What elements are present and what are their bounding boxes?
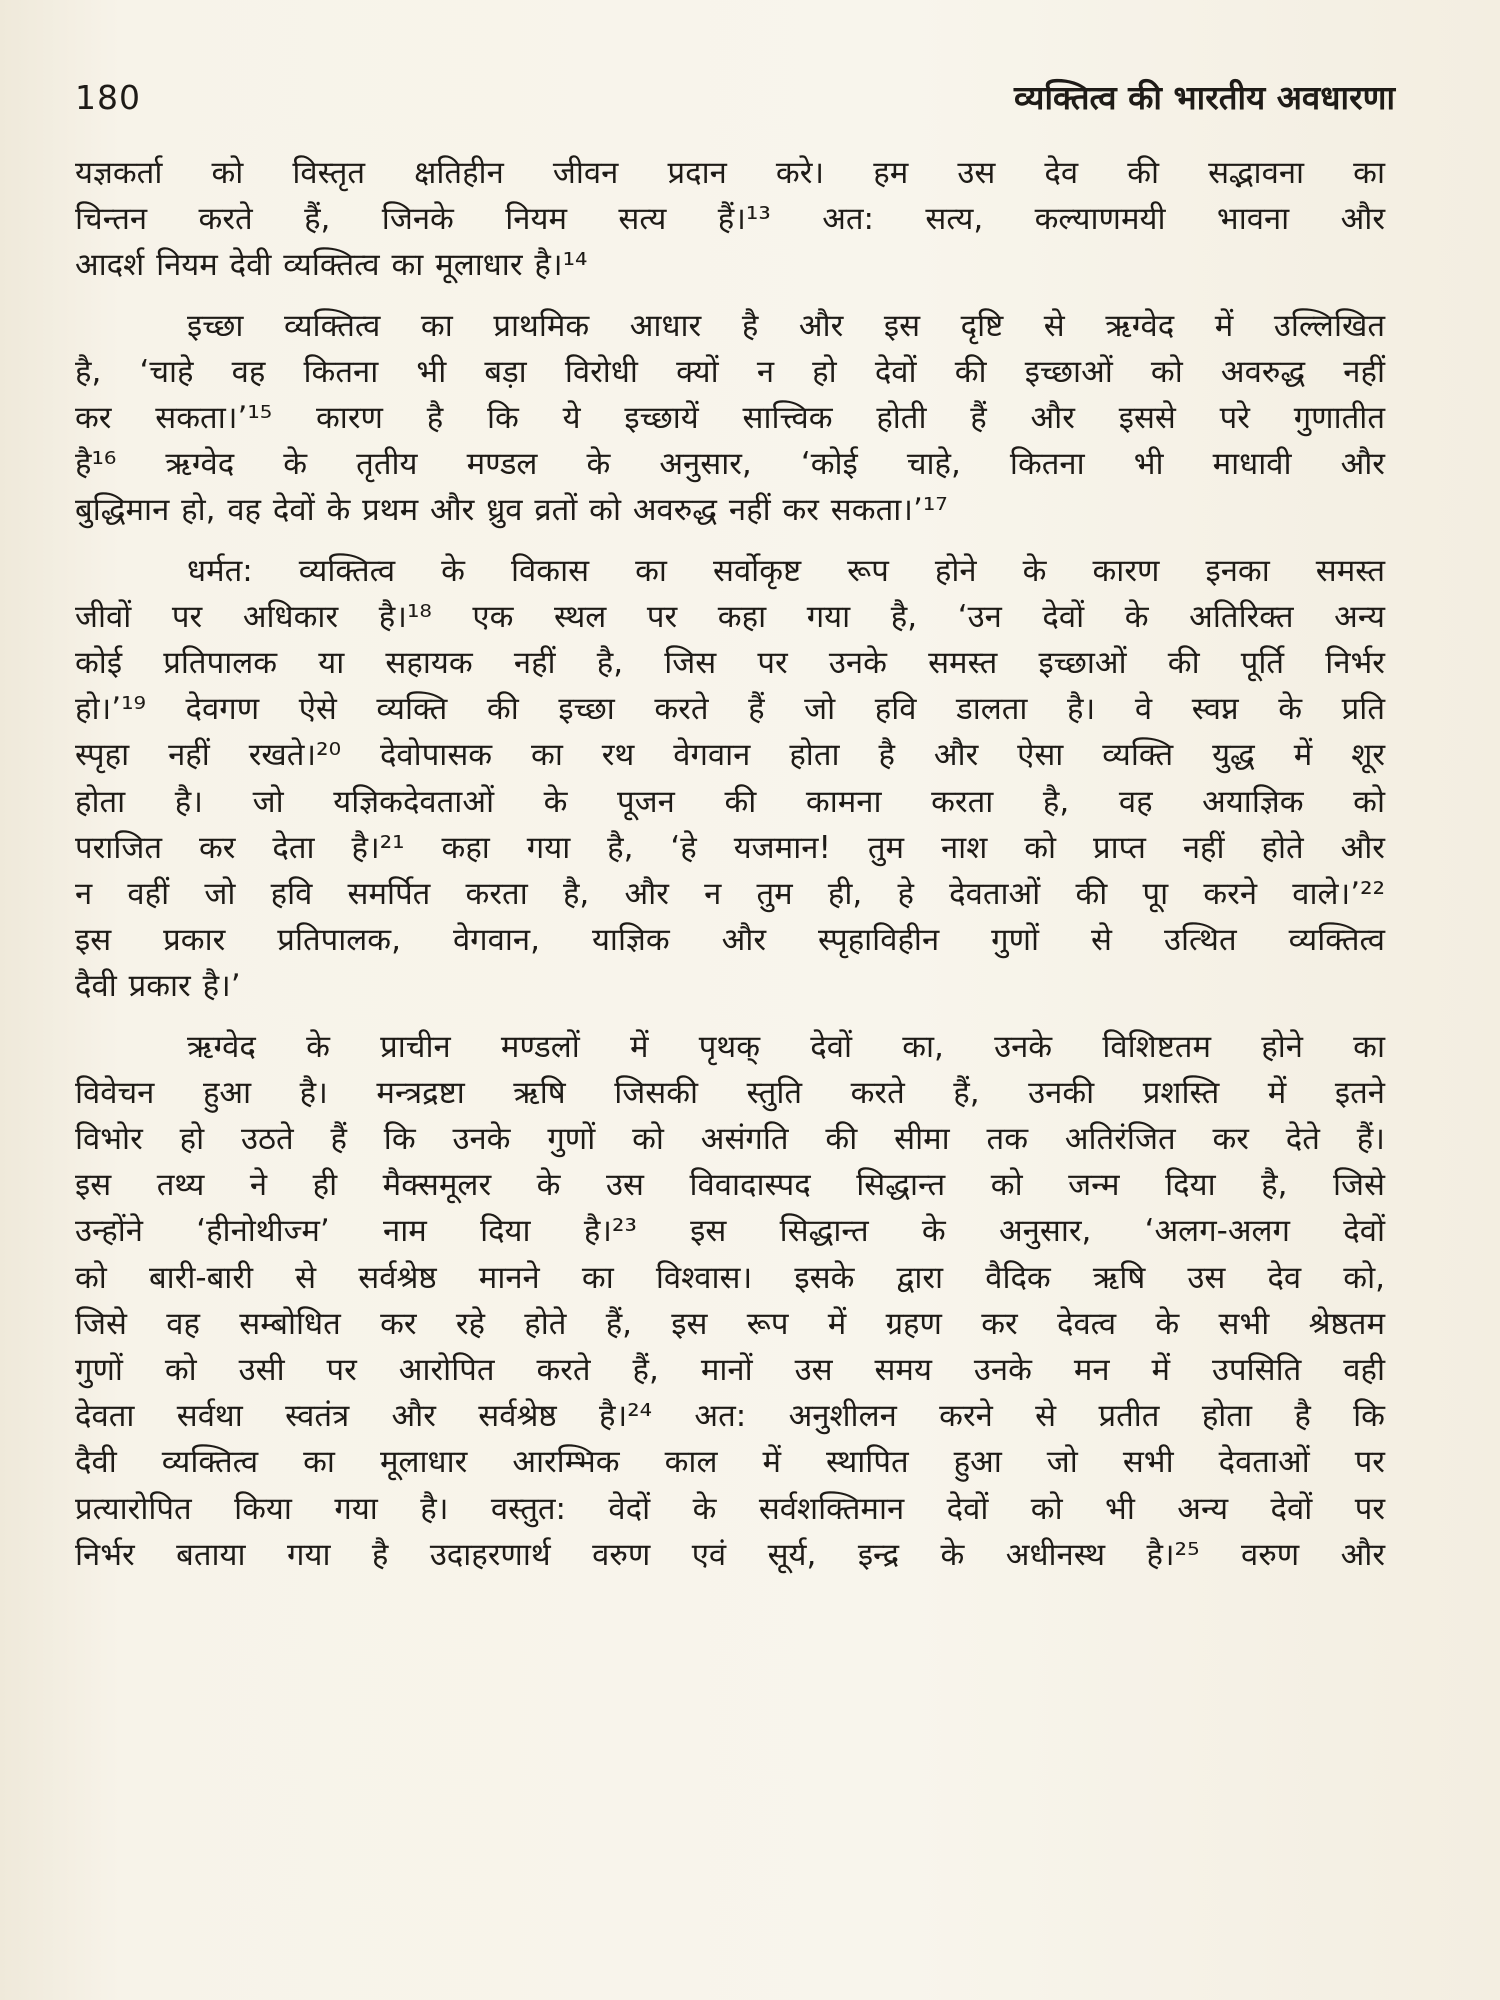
text-line: विभोर हो उठते हैं कि उनके गुणों को असंगति की सीमा तक अतिरंजित कर देते हैं। <box>75 1121 1385 1158</box>
text-line: दैवी प्रकार है।’ <box>75 968 241 1005</box>
text-line: है, ‘चाहे वह कितना भी बड़ा विरोधी क्यों न हो देवों की इच्छाओं को अवरुद्ध नहीं <box>75 353 1385 390</box>
text-line: इस तथ्य ने ही मैक्समूलर के उस विवादास्पद सिद्धान्त को जन्म दिया है, जिसे <box>75 1167 1385 1204</box>
text-line: इस प्रकार प्रतिपालक, वेगवान, याज्ञिक और स्पृहाविहीन गुणों से उत्थित व्यक्तित्व <box>75 922 1385 959</box>
text-line: यज्ञकर्ता को विस्तृत क्षतिहीन जीवन प्रदान करे। हम उस देव की सद्भावना का <box>75 155 1385 191</box>
text-line: हो।’¹⁹ देवगण ऐसे व्यक्ति की इच्छा करते हैं जो हवि डालता है। वे स्वप्न के प्रति <box>75 691 1385 728</box>
text-line: को बारी-बारी से सर्वश्रेष्ठ मानने का विश्वास। इसके द्वारा वैदिक ऋषि उस देव को, <box>75 1259 1385 1296</box>
paragraph-1 <box>75 150 1385 289</box>
text-line: आदर्श नियम देवी व्यक्तित्व का मूलाधार है।¹⁴ <box>75 247 588 284</box>
body-text <box>75 150 1385 1592</box>
page-number: 180 <box>75 78 141 117</box>
text-line: धर्मत: व्यक्तित्व के विकास का सर्वोकृष्ट रूप होने के कारण इनका समस्त <box>187 552 1385 589</box>
text-line: जिसे वह सम्बोधित कर रहे होते हैं, इस रूप में ग्रहण कर देवत्व के सभी श्रेष्ठतम <box>75 1305 1385 1342</box>
text-line: उन्होंने ‘हीनोथीज्म’ नाम दिया है।²³ इस सिद्धान्त के अनुसार, ‘अलग-अलग देवों <box>75 1213 1385 1250</box>
text-line: न वहीं जो हवि समर्पित करता है, और न तुम ही, हे देवताओं की पूा करने वाले।’²² <box>75 876 1385 913</box>
text-line: कोई प्रतिपालक या सहायक नहीं है, जिस पर उनके समस्त इच्छाओं की पूर्ति निर्भर <box>75 645 1385 682</box>
text-line: है¹⁶ ऋग्वेद के तृतीय मण्डल के अनुसार, ‘कोई चाहे, कितना भी माधावी और <box>75 446 1385 483</box>
text-line: पराजित कर देता है।²¹ कहा गया है, ‘हे यजमान! तुम नाश को प्राप्त नहीं होते और <box>75 829 1385 866</box>
paragraph-4 <box>75 1024 1385 1578</box>
text-line: होता है। जो यज्ञिकदेवताओं के पूजन की कामना करता है, वह अयाज्ञिक को <box>75 783 1385 820</box>
running-head <box>75 68 1395 128</box>
text-line: प्रत्यारोपित किया गया है। वस्तुत: वेदों के सर्वशक्तिमान देवों को भी अन्य देवों पर <box>75 1490 1385 1527</box>
text-line: बुद्धिमान हो, वह देवों के प्रथम और ध्रुव व्रतों को अवरुद्ध नहीं कर सकता।’¹⁷ <box>75 492 948 529</box>
paragraph-2 <box>75 303 1385 534</box>
text-line: जीवों पर अधिकार है।¹⁸ एक स्थल पर कहा गया है, ‘उन देवों के अतिरिक्त अन्य <box>75 598 1385 635</box>
text-line: निर्भर बताया गया है उदाहरणार्थ वरुण एवं सूर्य, इन्द्र के अधीनस्थ है।²⁵ वरुण और <box>75 1536 1385 1573</box>
text-line: गुणों को उसी पर आरोपित करते हैं, मानों उस समय उनके मन में उपसिति वही <box>75 1352 1385 1389</box>
text-line: देवता सर्वथा स्वतंत्र और सर्वश्रेष्ठ है।²⁴ अत: अनुशीलन करने से प्रतीत होता है कि <box>75 1398 1385 1435</box>
text-line: कर सकता।’¹⁵ कारण है कि ये इच्छायें सात्त्विक होती हैं और इससे परे गुणातीत <box>75 400 1385 437</box>
text-line: दैवी व्यक्तित्व का मूलाधार आरम्भिक काल में स्थापित हुआ जो सभी देवताओं पर <box>75 1444 1385 1481</box>
text-line: इच्छा व्यक्तित्व का प्राथमिक आधार है और इस दृष्टि से ऋग्वेद में उल्लिखित <box>187 307 1385 344</box>
text-line: विवेचन हुआ है। मन्त्रद्रष्टा ऋषि जिसकी स्तुति करते हैं, उनकी प्रशस्ति में इतने <box>75 1074 1385 1111</box>
text-line: चिन्तन करते हैं, जिनके नियम सत्य हैं।¹³ अत: सत्य, कल्याणमयी भावना और <box>75 201 1385 238</box>
text-line: स्पृहा नहीं रखते।²⁰ देवोपासक का रथ वेगवान होता है और ऐसा व्यक्ति युद्ध में शूर <box>75 737 1385 774</box>
paragraph-3 <box>75 548 1385 1010</box>
running-title: व्यक्तित्व की भारतीय अवधारणा <box>1014 78 1395 117</box>
text-line: ऋग्वेद के प्राचीन मण्डलों में पृथक् देवों का, उनके विशिष्टतम होने का <box>187 1028 1385 1065</box>
